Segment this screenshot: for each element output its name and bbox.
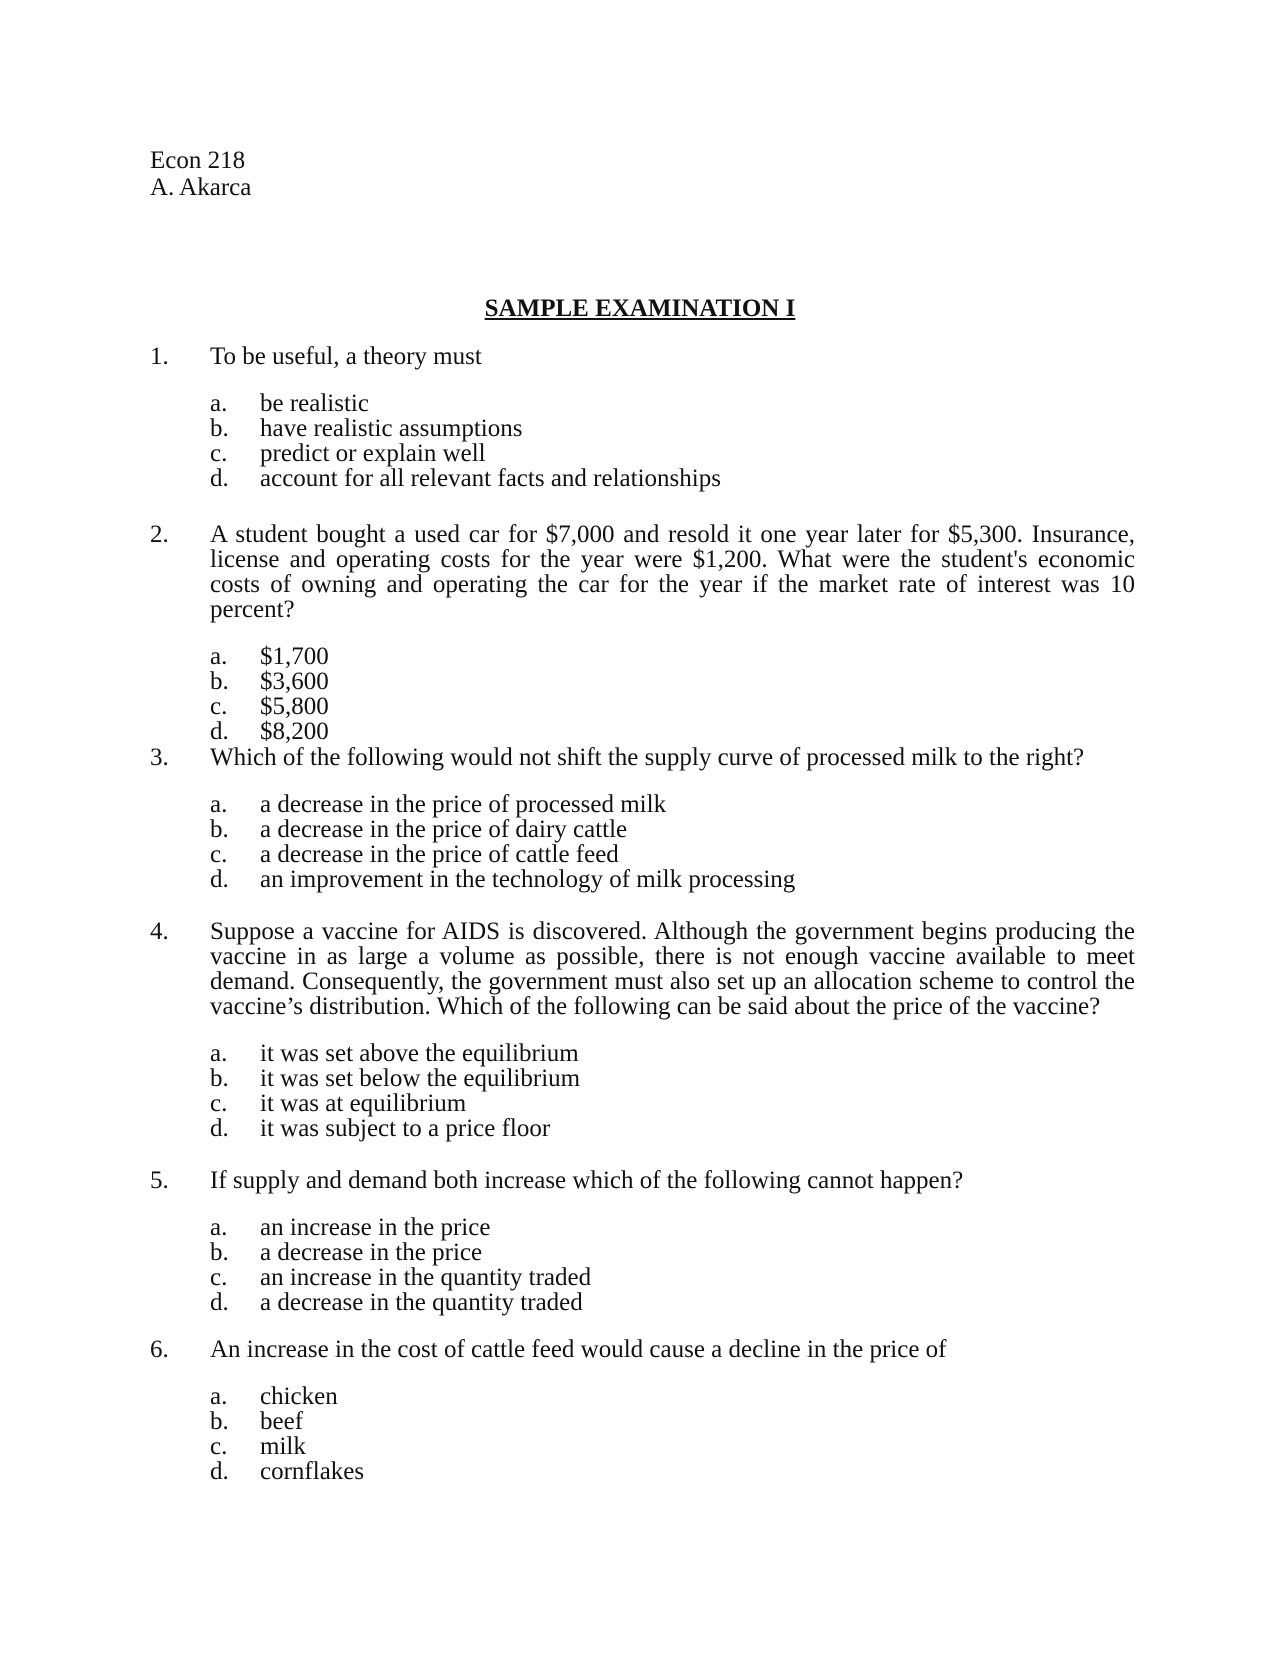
option-letter: a. bbox=[210, 390, 228, 417]
document-header bbox=[150, 147, 251, 201]
option-b bbox=[210, 669, 1135, 694]
option-letter: b. bbox=[210, 415, 229, 442]
option-a bbox=[210, 1215, 1135, 1240]
option-letter: c. bbox=[210, 1264, 228, 1291]
option-text: $3,600 bbox=[260, 668, 329, 695]
question-1 bbox=[150, 344, 1135, 491]
option-b bbox=[210, 817, 1135, 842]
question-text: Suppose a vaccine for AIDS is discovered. Although the government begins producing the vaccine in as large a volume as possible, there is not enough vaccine available to meet demand. Consequently, the government must also set up an allocation scheme to control the vaccine’s distribution. Which of the following can be said about the price of the vaccine? bbox=[210, 918, 1135, 1020]
option-text: have realistic assumptions bbox=[260, 415, 523, 442]
question-number: 2. bbox=[150, 521, 169, 548]
option-text: a decrease in the quantity traded bbox=[260, 1289, 583, 1316]
option-letter: b. bbox=[210, 1239, 229, 1266]
question-text: Which of the following would not shift the supply curve of processed milk to the right? bbox=[210, 744, 1085, 771]
option-text: a decrease in the price of processed milk bbox=[260, 791, 667, 818]
option-d bbox=[210, 1459, 1135, 1484]
option-text: $5,800 bbox=[260, 693, 329, 720]
question-6 bbox=[150, 1337, 1135, 1484]
option-a bbox=[210, 1384, 1135, 1409]
option-letter: d. bbox=[210, 866, 229, 893]
question-number: 6. bbox=[150, 1336, 169, 1363]
option-text: $1,700 bbox=[260, 643, 329, 670]
question-text: An increase in the cost of cattle feed would cause a decline in the price of bbox=[210, 1336, 947, 1363]
question-5 bbox=[150, 1168, 1135, 1315]
option-letter: b. bbox=[210, 668, 229, 695]
option-text: it was at equilibrium bbox=[260, 1090, 467, 1117]
option-text: an increase in the price bbox=[260, 1214, 491, 1241]
answer-options bbox=[210, 792, 1135, 892]
option-c bbox=[210, 1434, 1135, 1459]
option-b bbox=[210, 1240, 1135, 1265]
option-d bbox=[210, 719, 1135, 744]
question-text: If supply and demand both increase which of the following cannot happen? bbox=[210, 1167, 964, 1194]
option-letter: b. bbox=[210, 816, 229, 843]
answer-options bbox=[210, 1215, 1135, 1315]
option-b bbox=[210, 1409, 1135, 1434]
answer-options bbox=[210, 391, 1135, 491]
option-b bbox=[210, 416, 1135, 441]
option-letter: c. bbox=[210, 841, 228, 868]
option-text: it was set below the equilibrium bbox=[260, 1065, 581, 1092]
option-text: an increase in the quantity traded bbox=[260, 1264, 592, 1291]
option-letter: b. bbox=[210, 1065, 229, 1092]
question-text: To be useful, a theory must bbox=[210, 343, 482, 370]
option-a bbox=[210, 792, 1135, 817]
answer-options bbox=[210, 1041, 1135, 1141]
question-number: 3. bbox=[150, 744, 169, 771]
option-letter: d. bbox=[210, 1458, 229, 1485]
option-d bbox=[210, 867, 1135, 892]
question-number: 4. bbox=[150, 918, 169, 945]
option-a bbox=[210, 644, 1135, 669]
question-text: A student bought a used car for $7,000 and resold it one year later for $5,300. Insurance, license and operating costs for the year were $1,200. What were the student's economic costs of owning and operating the car for the year if the market rate of interest was 10 percent? bbox=[210, 521, 1135, 623]
instructor-name: A. Akarca bbox=[150, 174, 252, 201]
option-letter: d. bbox=[210, 465, 229, 492]
question-number: 5. bbox=[150, 1167, 169, 1194]
option-text: account for all relevant facts and relationships bbox=[260, 465, 721, 492]
answer-options bbox=[210, 1384, 1135, 1484]
option-c bbox=[210, 1265, 1135, 1290]
option-b bbox=[210, 1066, 1135, 1091]
course-name: Econ 218 bbox=[150, 147, 246, 174]
page-title: SAMPLE EXAMINATION I bbox=[484, 295, 796, 322]
option-letter: c. bbox=[210, 693, 228, 720]
option-letter: a. bbox=[210, 1383, 228, 1410]
answer-options bbox=[210, 644, 1135, 744]
option-text: beef bbox=[260, 1408, 304, 1435]
option-letter: c. bbox=[210, 440, 228, 467]
option-text: chicken bbox=[260, 1383, 338, 1410]
option-a bbox=[210, 1041, 1135, 1066]
option-text: an improvement in the technology of milk processing bbox=[260, 866, 796, 893]
option-d bbox=[210, 1290, 1135, 1315]
option-letter: a. bbox=[210, 1214, 228, 1241]
option-d bbox=[210, 1116, 1135, 1141]
option-letter: a. bbox=[210, 1040, 228, 1067]
option-text: a decrease in the price of cattle feed bbox=[260, 841, 619, 868]
option-c bbox=[210, 441, 1135, 466]
option-text: it was set above the equilibrium bbox=[260, 1040, 579, 1067]
option-letter: d. bbox=[210, 718, 229, 745]
option-text: a decrease in the price of dairy cattle bbox=[260, 816, 628, 843]
option-text: it was subject to a price floor bbox=[260, 1115, 551, 1142]
question-2 bbox=[150, 522, 1135, 744]
option-a bbox=[210, 391, 1135, 416]
option-letter: b. bbox=[210, 1408, 229, 1435]
option-c bbox=[210, 694, 1135, 719]
option-c bbox=[210, 842, 1135, 867]
question-3 bbox=[150, 745, 1135, 892]
option-text: $8,200 bbox=[260, 718, 329, 745]
option-letter: c. bbox=[210, 1090, 228, 1117]
option-text: predict or explain well bbox=[260, 440, 486, 467]
option-text: be realistic bbox=[260, 390, 369, 417]
option-letter: a. bbox=[210, 643, 228, 670]
option-letter: d. bbox=[210, 1289, 229, 1316]
option-text: cornflakes bbox=[260, 1458, 365, 1485]
option-c bbox=[210, 1091, 1135, 1116]
option-text: a decrease in the price bbox=[260, 1239, 483, 1266]
option-letter: a. bbox=[210, 791, 228, 818]
option-letter: c. bbox=[210, 1433, 228, 1460]
option-text: milk bbox=[260, 1433, 306, 1460]
question-4 bbox=[150, 919, 1135, 1141]
option-letter: d. bbox=[210, 1115, 229, 1142]
option-d bbox=[210, 466, 1135, 491]
question-number: 1. bbox=[150, 343, 169, 370]
